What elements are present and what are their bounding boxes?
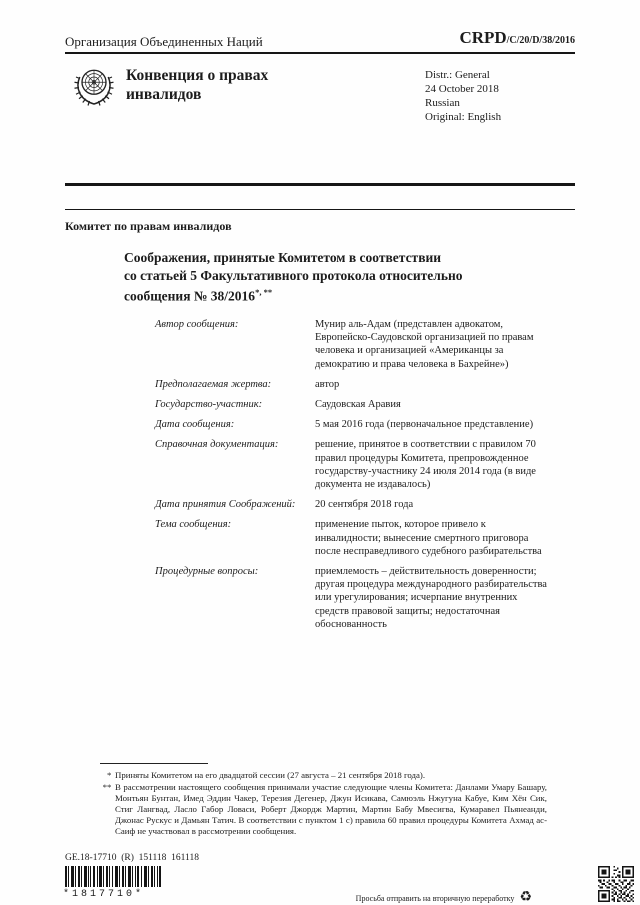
masthead-divider — [65, 183, 575, 186]
document-title-line: со статьей 5 Факультативного протокола относительно — [124, 267, 463, 283]
distribution-block — [425, 68, 501, 124]
field-label: Дата сообщения: — [155, 419, 235, 431]
document-title — [124, 249, 534, 305]
field-row-subject-matter — [155, 518, 547, 558]
ge-document-number: GE.18-17710 (R) 151118 161118 — [65, 853, 199, 863]
field-row-procedural-issues — [155, 565, 547, 631]
recycle-notice-text: Просьба отправить на вторичную переработку — [355, 893, 515, 903]
field-row-document-references — [155, 438, 547, 491]
section-divider — [65, 209, 575, 210]
date-line: 24 October 2018 — [425, 83, 499, 95]
footnote-marker: ** — [102, 781, 111, 792]
field-value: Саудовская Аравия — [315, 399, 401, 411]
field-value: 20 сентября 2018 года — [315, 499, 414, 511]
field-value: 5 мая 2016 года (первоначальное представление) — [315, 419, 534, 431]
barcode — [65, 866, 161, 887]
field-label: Предполагаемая жертва: — [155, 378, 272, 390]
language-line: Russian — [425, 97, 460, 109]
doc-symbol-prefix: CRPD — [459, 28, 507, 47]
field-row-date-of-communication — [155, 418, 547, 431]
recycle-icon: ♻ — [519, 890, 532, 905]
recycle-notice — [356, 891, 532, 905]
field-label: Государство-участник: — [155, 399, 263, 411]
field-label: Справочная документация: — [155, 439, 279, 451]
convention-title — [126, 66, 268, 104]
field-row-date-of-adoption — [155, 498, 547, 511]
footnote-divider — [100, 763, 208, 764]
org-name: Организация Объединенных Наций — [65, 34, 263, 49]
footnote-marker: * — [106, 770, 111, 780]
footnote-reference-marks: *, ** — [255, 287, 273, 297]
original-language-line: Original: English — [425, 111, 502, 123]
field-row-state-party — [155, 398, 547, 411]
field-label: Тема сообщения: — [155, 519, 232, 531]
convention-title-line: инвалидов — [126, 86, 202, 103]
field-value: применение пыток, которое привело к инвалидности; вынесение смертного приговора после несправедливого судебного разбирательства — [315, 519, 542, 557]
field-value: Мунир аль-Адам (представлен адвокатом, Европейско-Саудовской организацией по правам человека и организацией «Американцы за демократию и права человека в Бахрейне») — [315, 319, 534, 370]
qr-code — [598, 866, 634, 902]
field-label: Автор сообщения: — [155, 319, 239, 330]
distr-line: Distr.: General — [425, 69, 490, 81]
un-emblem-icon — [70, 62, 118, 110]
field-value: приемлемость – действительность доверенности; другая процедура международного разбирательства или урегулирования; исчерпание внутренних средств правовой защиты; недостаточная обоснованность — [315, 566, 547, 630]
footnote-text: В рассмотрении настоящего сообщения принимали участие следующие члены Комитета: Данлами Умару Башару, Монтьян Бунтан, Имед Эддин Чакер, Терезия Дегенер, Джун Исикава, Самюэль Нжугуна Кабуе, Ким Хён Сик, Стиг Лангвад, Ласло Габор Ловаси, Роберт Джордж Мартин, Мартин Бабу Мвесигва, Кумаравел Пьянеанди, Джонас Рускус и Дамьян Татич. В соответствии с пунктом 1 с) правила 60 правил процедуры Комитета Ахмад ас-Саиф не участвовал в рассмотрении сообщения. — [115, 781, 547, 836]
committee-heading: Комитет по правам инвалидов — [65, 219, 232, 233]
doc-symbol-suffix: /C/20/D/38/2016 — [506, 35, 575, 46]
document-title-line: сообщения № 38/2016 — [124, 288, 256, 304]
footnote-text: Приняты Комитетом на его двадцатой сессии (27 августа – 21 сентября 2018 года). — [115, 770, 426, 780]
field-value: автор — [315, 378, 340, 390]
footnotes — [100, 770, 547, 836]
barcode-caption: *1817710* — [63, 889, 145, 900]
field-row-author — [155, 318, 547, 371]
convention-title-line: Конвенция о правах — [126, 67, 269, 84]
doc-symbol — [459, 28, 575, 48]
field-row-alleged-victim — [155, 378, 547, 391]
case-summary-fields — [155, 318, 547, 631]
footnote-single-asterisk — [100, 770, 547, 781]
header-divider — [65, 52, 575, 54]
field-label: Дата принятия Соображений: — [155, 499, 296, 511]
footnote-double-asterisk — [100, 782, 547, 837]
field-value: решение, принятое в соответствии с правилом 70 правил процедуры Комитета, препровожденное государству-участнику 24 июля 2014 года (в виде документа не издавалось) — [315, 439, 536, 491]
document-title-line: Соображения, принятые Комитетом в соответствии — [124, 250, 442, 265]
field-label: Процедурные вопросы: — [155, 566, 259, 578]
